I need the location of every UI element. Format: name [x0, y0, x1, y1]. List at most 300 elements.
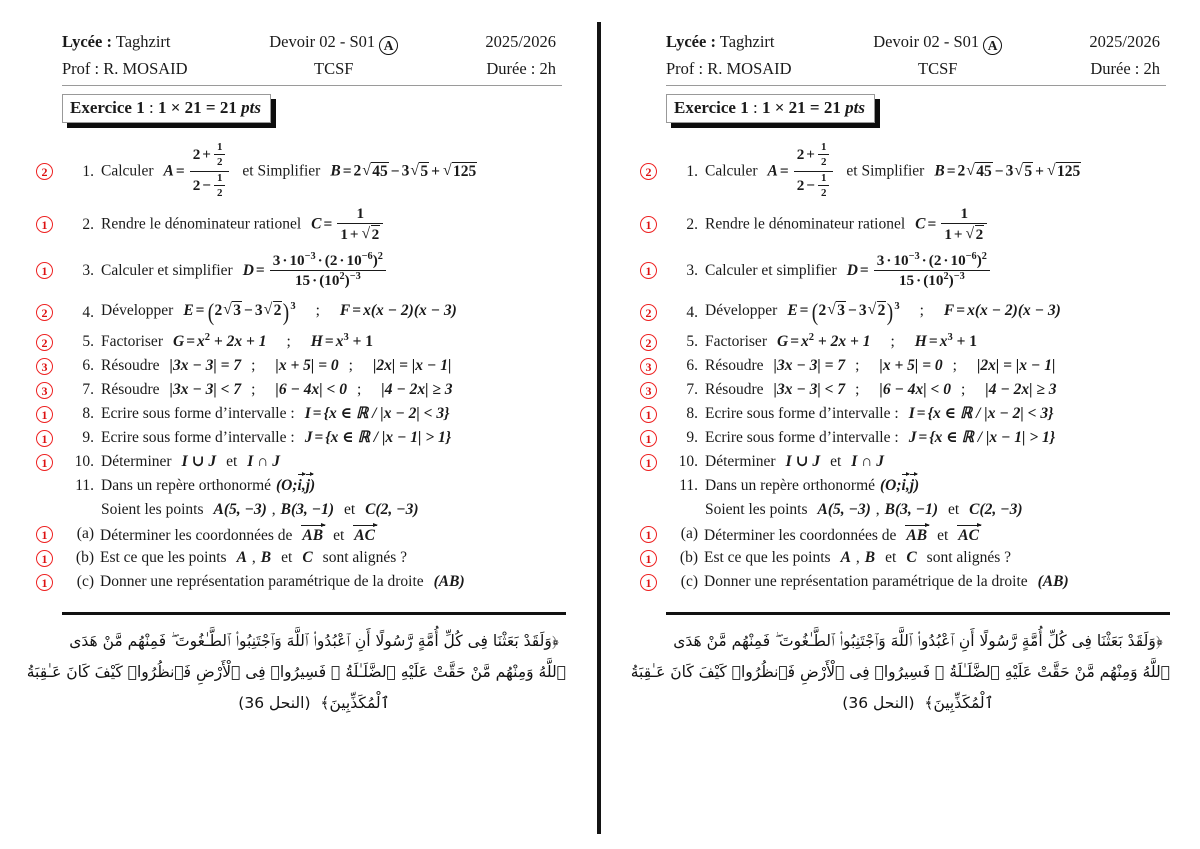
- question-4-verb-2: Développer: [705, 302, 778, 320]
- sqrt-125-2: √ 125: [1046, 161, 1081, 180]
- question-11-points-body-2: [705, 501, 1176, 519]
- question-11a-points-2: [640, 525, 672, 544]
- var-E: E: [183, 302, 194, 320]
- inner-frac-den: [214, 172, 225, 200]
- question-9-text: Ecrire sous forme d’intervalle :: [101, 429, 295, 446]
- exp-paren-2: −3: [349, 270, 361, 282]
- exercice-title: Exercice 1: [70, 98, 145, 117]
- conj-11b: et: [281, 549, 293, 566]
- var-F: F: [339, 302, 351, 320]
- var-D: D: [242, 261, 254, 279]
- sep-7-2: ;: [356, 381, 362, 398]
- question-4-points: [36, 303, 68, 322]
- quran-separator-rule-2: [666, 612, 1170, 615]
- question-8-body: [101, 405, 572, 423]
- var-D-2: D: [846, 261, 858, 279]
- question-10-verb-2: Déterminer: [705, 453, 776, 470]
- points-lead-2: Soient les points: [705, 501, 808, 518]
- question-11a-text-2: Déterminer les coordonnées de: [704, 527, 897, 544]
- eq-E-2: =: [799, 302, 809, 320]
- eq-I: =: [312, 405, 322, 422]
- question-11a-body-2: [704, 525, 1176, 545]
- quran-line-3: [62, 688, 566, 719]
- question-11c-text-2: Donner une représentation paramétrique de la droite: [704, 573, 1028, 590]
- school-year-2: 2025/2026: [1089, 32, 1160, 51]
- vec-j-label: j: [909, 477, 915, 494]
- dot-3: ·: [339, 251, 345, 269]
- radicand-5: 5: [1024, 162, 1033, 180]
- header-rule-2: [666, 85, 1166, 86]
- eq-D-2: =: [859, 261, 869, 279]
- eq-F-2: =: [956, 302, 966, 320]
- question-5-body: [101, 333, 572, 351]
- sep-7-1: ;: [251, 381, 256, 398]
- school-field: [62, 28, 240, 55]
- expr-F: x(x − 2)(x − 3): [363, 302, 457, 320]
- den-op: +: [349, 226, 359, 243]
- question-7: [36, 381, 572, 403]
- question-1-number-2: 1.: [686, 162, 698, 180]
- var-J-2: J: [908, 429, 917, 446]
- header-rule: [62, 85, 562, 86]
- question-2-body-2: [705, 206, 1176, 244]
- question-10-number: 10.: [74, 453, 94, 470]
- repere-close: ): [914, 477, 920, 494]
- question-5-2: [640, 333, 1176, 355]
- quran-verse-2: [630, 626, 1170, 719]
- equation-6-3: |2x| = |x − 1|: [976, 357, 1056, 374]
- separator-semicolon: ;: [315, 302, 320, 320]
- equation-6-1: |3x − 3| = 7: [773, 357, 846, 374]
- question-11b-body-2: [704, 549, 1176, 567]
- eq-F: =: [352, 302, 362, 320]
- equation-6-3: |2x| = |x − 1|: [372, 357, 452, 374]
- den-15: 15: [294, 271, 311, 289]
- question-6-body: [101, 357, 572, 375]
- question-2-number-2: 2.: [686, 215, 698, 233]
- header-row-1-2: [666, 28, 1166, 55]
- op-plus: +: [431, 162, 440, 180]
- question-11b-text-2: sont alignés ?: [322, 549, 408, 566]
- coef-1: 2: [957, 162, 966, 180]
- question-11-points-2: [640, 477, 672, 478]
- points-badge: 2: [36, 334, 53, 351]
- version-badge-icon-2: A: [983, 36, 1002, 55]
- question-11a-text: Déterminer les coordonnées de: [100, 527, 293, 544]
- question-7-number-2: 7.: [686, 381, 698, 398]
- dot-1: ·: [282, 251, 288, 269]
- den-15: 15: [898, 271, 915, 289]
- expr-F: x(x − 2)(x − 3): [967, 302, 1061, 320]
- g-x: x: [801, 333, 809, 350]
- inequation-7-2: |6 − 4x| < 0: [275, 381, 347, 398]
- frac-den-int: 2: [796, 176, 805, 194]
- quran-line-2-2: ٱللَّهُ وَمِنْهُم مَّنْ حَقَّتْ عَلَيْهِ ٱلضَّلَـٰلَةُ ۚ فَسِيرُوا۟ فِى ٱلْأَرْضِ فَٱنظُرُوا۟ كَيْفَ كَانَ عَـٰقِبَةُ: [630, 662, 1170, 681]
- question-4-body: [101, 301, 572, 325]
- exercice-points-calc: 1 × 21 = 21: [157, 98, 237, 117]
- points-badge: 1: [640, 262, 657, 279]
- question-5-verb: Factoriser: [101, 333, 163, 350]
- conj-10: et: [830, 453, 842, 470]
- exercice-title-box-2: [666, 94, 875, 123]
- g-rest: + 2x + 1: [817, 333, 871, 350]
- points-badge: 2: [640, 304, 657, 321]
- question-7-points: [36, 381, 68, 400]
- eq-D: =: [255, 261, 265, 279]
- sep-6-1: ;: [251, 357, 256, 374]
- vector-AC: [354, 525, 375, 545]
- question-5: [36, 333, 572, 355]
- sqrt-45-2: √ 45: [966, 161, 992, 180]
- points-badge: 1: [36, 216, 53, 233]
- exp-3: 2: [943, 270, 949, 282]
- question-1: [36, 143, 572, 201]
- exercice-points-unit: pts: [241, 98, 261, 117]
- inner-den2: 2: [214, 185, 225, 199]
- question-11c-points-2: [640, 573, 672, 592]
- vector-i-2: [902, 477, 906, 495]
- question-9-body-2: [705, 429, 1176, 447]
- conj-points: et: [343, 501, 356, 518]
- question-11-number: 11.: [75, 477, 94, 494]
- eq-1: =: [175, 162, 185, 180]
- fraction-D-2: [874, 252, 990, 289]
- question-2-number: 2.: [82, 215, 94, 233]
- inner-num2: 1: [216, 171, 223, 184]
- question-10-verb: Déterminer: [101, 453, 172, 470]
- question-11c-points: [36, 573, 68, 592]
- frac-num: 1: [960, 205, 969, 222]
- points-badge: 2: [640, 334, 657, 351]
- question-11-body: [101, 477, 572, 495]
- question-8-points: [36, 405, 68, 424]
- var-I: I: [304, 405, 311, 422]
- exercice-title-2: Exercice 1: [674, 98, 749, 117]
- var-B: B: [330, 162, 341, 180]
- question-11c-body: [100, 573, 572, 591]
- question-list: [36, 143, 572, 595]
- eq-H: =: [324, 333, 334, 350]
- question-9-points-2: [640, 429, 672, 448]
- question-11a-2: [640, 525, 1176, 547]
- quran-separator-rule: [62, 612, 566, 615]
- question-3-text-2: Calculer et simplifier: [705, 261, 837, 279]
- radicand-3: 3: [233, 302, 241, 320]
- question-10-body: [101, 453, 572, 471]
- frac-den-op: −: [202, 176, 211, 194]
- sep-7-2: ;: [960, 381, 966, 398]
- points-badge: 1: [640, 216, 657, 233]
- inner-frac-num: [818, 141, 829, 169]
- question-9-number-2: 9.: [686, 429, 698, 446]
- eq-I-2: =: [916, 405, 926, 422]
- vector-j-2: [910, 477, 914, 495]
- ten-2: 10: [950, 251, 966, 269]
- question-3-points-2: [640, 261, 672, 280]
- vec-i-label: i: [297, 477, 302, 494]
- radicand-2-e: 2: [273, 302, 282, 320]
- sqrt-5: √ 5: [410, 161, 429, 180]
- den-one: 1: [340, 226, 348, 243]
- question-7-body: [101, 381, 572, 399]
- duration-field-2: Durée : 2h: [1090, 59, 1160, 78]
- question-8-body-2: [705, 405, 1176, 423]
- repere-comma: ,: [905, 477, 910, 494]
- quran-line-1: ﴿وَلَقَدْ بَعَثْنَا فِى كُلِّ أُمَّةٍ رَّسُولًا أَنِ ٱعْبُدُوا۟ ٱللَّهَ وَٱجْتَنِبُوا۟ ٱلطَّـٰغُوتَ ۖ فَمِنْهُم مَّنْ هَدَى: [69, 631, 559, 650]
- var-C-2: C: [915, 215, 926, 233]
- sep-7-1: ;: [855, 381, 860, 398]
- point-B: B(3, −1): [280, 501, 334, 518]
- vector-j: [306, 477, 310, 495]
- quran-line-2: ٱللَّهُ وَمِنْهُم مَّنْ حَقَّتْ عَلَيْهِ ٱلضَّلَـٰلَةُ ۚ فَسِيرُوا۟ فِى ٱلْأَرْضِ فَٱنظُرُوا۟ كَيْفَ كَانَ عَـٰقِبَةُ: [26, 662, 566, 681]
- question-11-points-line: [36, 501, 572, 523]
- sep-points-1: ,: [271, 501, 276, 518]
- duration-field: Durée : 2h: [486, 59, 556, 78]
- h-exp: 3: [343, 331, 349, 343]
- question-1-number: 1.: [82, 162, 94, 180]
- school-value: Taghzirt: [115, 32, 171, 51]
- num-3: 3: [272, 251, 281, 269]
- sep-11b: ,: [855, 549, 860, 566]
- question-1-verb: Calculer: [101, 162, 154, 180]
- repere-close: ): [310, 477, 316, 494]
- question-3-body-2: [705, 250, 1176, 290]
- eq-C: =: [323, 215, 333, 233]
- frac-num-int: 2: [796, 146, 805, 164]
- question-1-points: [36, 162, 68, 181]
- intersection-expr: I ∩ J: [851, 453, 884, 470]
- separator-semicolon-2: ;: [919, 302, 924, 320]
- question-5-points-2: [640, 333, 672, 352]
- question-8-number: 8.: [82, 405, 94, 422]
- var-G-2: G: [776, 333, 789, 350]
- equation-6-2: |x + 5| = 0: [879, 357, 943, 374]
- frac-num-int: 2: [192, 146, 201, 164]
- frac-num-op: +: [806, 146, 815, 164]
- g-rest: + 2x + 1: [213, 333, 267, 350]
- question-6-body-2: [705, 357, 1176, 375]
- inequation-7-2: |6 − 4x| < 0: [879, 381, 951, 398]
- question-5-number-2: 5.: [686, 333, 698, 350]
- question-7-verb: Résoudre: [101, 381, 160, 398]
- var-A-2: A: [767, 162, 778, 180]
- var-G: G: [172, 333, 185, 350]
- question-11b-text-1-2: Est ce que les points: [704, 549, 831, 566]
- union-expr: I ∪ J: [181, 453, 217, 470]
- vector-AC-label: AC: [958, 527, 979, 544]
- exp-paren-1: 2: [377, 250, 383, 262]
- exercice-title-box: [62, 94, 271, 123]
- vector-AB: [302, 525, 323, 545]
- point-label-B: B: [864, 549, 876, 566]
- op-minus-e: −: [848, 302, 857, 320]
- question-10-number-2: 10.: [678, 453, 698, 470]
- question-2-2: [640, 203, 1176, 247]
- dot-3: ·: [943, 251, 949, 269]
- g-exp: 2: [204, 331, 211, 343]
- h-exp: 3: [947, 331, 953, 343]
- eq-C-2: =: [927, 215, 937, 233]
- coef-2-e: 2: [818, 302, 827, 320]
- vector-AB-label: AB: [906, 527, 928, 544]
- question-11-points-body: [101, 501, 572, 519]
- question-11c-2: [640, 573, 1176, 595]
- quran-line-1-2: ﴿وَلَقَدْ بَعَثْنَا فِى كُلِّ أُمَّةٍ رَّسُولًا أَنِ ٱعْبُدُوا۟ ٱللَّهَ وَٱجْتَنِبُوا۟ ٱلطَّـٰغُوتَ ۖ فَمِنْهُم مَّنْ هَدَى: [673, 631, 1163, 650]
- points-badge: 1: [640, 454, 657, 471]
- question-11b-body: [100, 549, 572, 567]
- sqrt-2-e-2: √ 2: [867, 301, 886, 320]
- conj-11a: et: [937, 527, 949, 544]
- school-label: Lycée :: [62, 32, 112, 51]
- question-3-number: 3.: [82, 261, 94, 279]
- radicand-125: 125: [1056, 162, 1081, 180]
- question-6: [36, 357, 572, 379]
- question-11b-text-2-2: sont alignés ?: [926, 549, 1012, 566]
- points-badge: 1: [640, 574, 657, 591]
- exp-paren-1: 2: [981, 250, 987, 262]
- paren-open-big: (: [207, 300, 214, 327]
- points-badge: 1: [640, 406, 657, 423]
- coef-3-e: 3: [858, 302, 867, 320]
- question-2: [36, 203, 572, 247]
- radicand-3: 3: [837, 302, 845, 320]
- exercice-colon-2: :: [748, 98, 762, 117]
- point-A: A(5, −3): [817, 501, 871, 518]
- point-label-A: A: [840, 549, 851, 566]
- question-8-number-2: 8.: [686, 405, 698, 422]
- question-1-conjunction-2: et Simplifier: [846, 162, 925, 180]
- frac-den-D: $15 \cdot (10^2)^{-3}$: [874, 270, 990, 289]
- conj-points: et: [947, 501, 960, 518]
- radicand-125: 125: [452, 162, 477, 180]
- separator-semicolon-5: ;: [286, 333, 291, 350]
- points-badge: 1: [36, 526, 53, 543]
- eq-H-2: =: [928, 333, 938, 350]
- inner-num2: 1: [820, 171, 827, 184]
- exp-1: −3: [908, 250, 920, 262]
- question-11-points: [36, 477, 68, 478]
- version-badge-icon: A: [379, 36, 398, 55]
- var-E-2: E: [787, 302, 798, 320]
- question-5-number: 5.: [82, 333, 94, 350]
- school-label-2: Lycée :: [666, 32, 716, 51]
- question-10-points: [36, 453, 68, 472]
- question-6-verb-2: Résoudre: [705, 357, 764, 374]
- question-2-text-2: Rendre le dénominateur rationel: [705, 215, 906, 233]
- frac-den: [941, 223, 987, 243]
- frac-num-D: $3 \cdot 10^{-3} \cdot (2 \cdot 10^{-6})^2$: [272, 250, 383, 269]
- header-row-2: [62, 55, 562, 82]
- points-badge: 1: [36, 550, 53, 567]
- vector-AB-2: [906, 525, 927, 545]
- header-row-2-2: [666, 55, 1166, 82]
- points-badge: 1: [640, 550, 657, 567]
- set-J: {x ∈ ℝ / |x − 1| > 1}: [929, 429, 1056, 446]
- repere-open: (O;: [276, 477, 298, 494]
- question-6-number-2: 6.: [686, 357, 698, 374]
- question-11-2: [640, 477, 1176, 499]
- dot-2: ·: [317, 251, 323, 269]
- num-3: 3: [876, 251, 885, 269]
- school-year: 2025/2026: [485, 32, 556, 51]
- h-x: x: [939, 333, 948, 350]
- question-11b-points-2: [640, 549, 672, 568]
- point-C: C(2, −3): [969, 501, 1023, 518]
- worksheet-copy-right: [600, 0, 1200, 849]
- question-11b-label: (b): [75, 549, 94, 566]
- line-AB: (AB): [433, 573, 465, 590]
- question-3-text: Calculer et simplifier: [101, 261, 233, 279]
- fraction-A-2: [794, 142, 834, 200]
- sep-11b: ,: [251, 549, 256, 566]
- op-minus-e: −: [244, 302, 253, 320]
- class-field: TCSF: [313, 59, 354, 78]
- question-1-body-2: [705, 143, 1176, 201]
- question-6-number: 6.: [82, 357, 94, 374]
- exp-1: −3: [304, 250, 316, 262]
- question-1-2: [640, 143, 1176, 201]
- inequation-7-3: |4 − 2x| ≥ 3: [985, 381, 1057, 398]
- question-8-points-2: [640, 405, 672, 424]
- eq-J-2: =: [918, 429, 928, 446]
- radicand-45: 45: [372, 162, 388, 180]
- assignment-field: [240, 28, 428, 55]
- question-9-points: [36, 429, 68, 448]
- ten-2: 10: [346, 251, 362, 269]
- exp-paren-2: −3: [953, 270, 965, 282]
- exp-cube: 3: [894, 300, 900, 312]
- frac-num-op: +: [202, 146, 211, 164]
- question-7-body-2: [705, 381, 1176, 399]
- teacher-field: Prof : R. MOSAID: [62, 59, 188, 78]
- question-11-points-line-2: [640, 501, 1176, 523]
- question-9-text-2: Ecrire sous forme d’intervalle :: [705, 429, 899, 446]
- points-badge: 2: [640, 163, 657, 180]
- exp-cube: 3: [290, 300, 296, 312]
- question-6-points-2: [640, 357, 672, 376]
- question-8-text: Ecrire sous forme d’intervalle :: [101, 405, 295, 422]
- fraction-C: [337, 205, 383, 243]
- line-AB: (AB): [1037, 573, 1069, 590]
- assignment-label-2: Devoir 02 - S01: [873, 32, 980, 51]
- radicand-45: 45: [976, 162, 992, 180]
- eq-B-2: =: [946, 162, 956, 180]
- conj-11a: et: [333, 527, 345, 544]
- point-label-C: C: [302, 549, 313, 566]
- class-field-2: TCSF: [917, 59, 958, 78]
- question-4: [36, 295, 572, 331]
- question-2-body: [101, 206, 572, 244]
- question-9: [36, 429, 572, 451]
- question-8-2: [640, 405, 1176, 427]
- var-F-2: F: [943, 302, 955, 320]
- question-6-points: [36, 357, 68, 376]
- h-rest: + 1: [352, 333, 374, 350]
- sqrt-45: √ 45: [362, 161, 388, 180]
- question-7-points-2: [640, 381, 672, 400]
- sqrt-2-2: √ 2: [965, 225, 984, 243]
- question-4-number-2: 4.: [686, 303, 698, 321]
- points-badge: 1: [36, 454, 53, 471]
- spacer-points: [36, 501, 68, 502]
- eq-E: =: [195, 302, 205, 320]
- den-one: 1: [944, 226, 952, 243]
- equation-6-1: |3x − 3| = 7: [169, 357, 242, 374]
- eq-B: =: [342, 162, 352, 180]
- quran-line-3-text-2: ٱلْمُكَذِّبِينَ﴾: [924, 693, 994, 712]
- coef-2: 3: [401, 162, 410, 180]
- question-11-number-2: 11.: [679, 477, 698, 494]
